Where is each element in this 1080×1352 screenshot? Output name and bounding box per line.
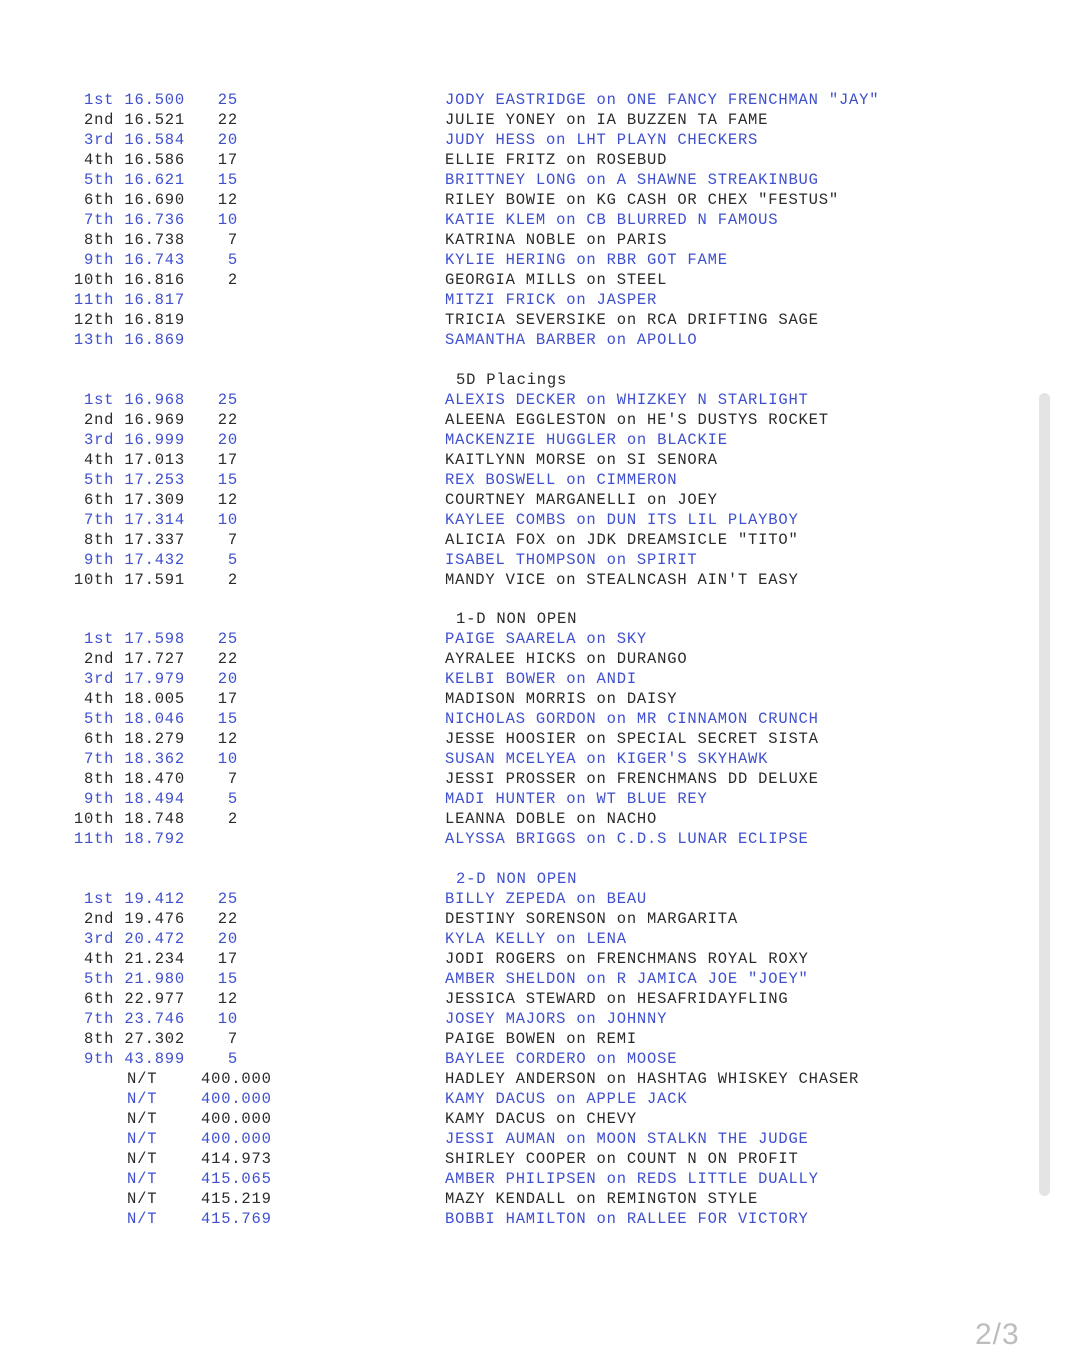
result-row xyxy=(0,1149,1000,1169)
points: 2 xyxy=(227,810,238,828)
rider-horse: BILLY ZEPEDA on BEAU xyxy=(445,890,648,908)
result-row xyxy=(0,1109,1000,1129)
rider-horse: BOBBI HAMILTON on RALLEE FOR VICTORY xyxy=(445,1210,809,1228)
rider-horse: BAYLEE CORDERO on MOOSE xyxy=(445,1050,678,1068)
place-label: 2nd 16.521 xyxy=(83,111,185,129)
result-row xyxy=(0,729,1000,749)
points: 7 xyxy=(227,531,238,549)
result-row xyxy=(0,809,1000,829)
place-label: 1st 17.598 xyxy=(83,630,185,648)
points: 22 xyxy=(217,910,238,928)
points: 2 xyxy=(227,271,238,289)
place-label: 7th 16.736 xyxy=(83,211,185,229)
result-row xyxy=(0,929,1000,949)
result-row xyxy=(0,1049,1000,1069)
place-label: 3rd 16.584 xyxy=(83,131,185,149)
rider-horse: ALYSSA BRIGGS on C.D.S LUNAR ECLIPSE xyxy=(445,830,809,848)
points: 12 xyxy=(217,990,238,1008)
rider-horse: KATRINA NOBLE on PARIS xyxy=(445,231,668,249)
place-label: 10th 17.591 xyxy=(73,571,185,589)
rider-horse: AYRALEE HICKS on DURANGO xyxy=(445,650,688,668)
place-label: 6th 16.690 xyxy=(83,191,185,209)
rider-horse: KAMY DACUS on CHEVY xyxy=(445,1110,637,1128)
result-row xyxy=(0,150,1000,170)
place-label: 9th 17.432 xyxy=(83,551,185,569)
place-label: 5th 21.980 xyxy=(83,970,185,988)
place-label: 10th 16.816 xyxy=(73,271,185,289)
place-label: 4th 18.005 xyxy=(83,690,185,708)
rider-horse: JESSI PROSSER on FRENCHMANS DD DELUXE xyxy=(445,770,819,788)
points: 10 xyxy=(217,511,238,529)
run-time: 415.065 xyxy=(201,1170,272,1188)
result-row xyxy=(0,530,1000,550)
place-label: 13th 16.869 xyxy=(73,331,185,349)
points: 15 xyxy=(217,171,238,189)
place-label: 9th 18.494 xyxy=(83,790,185,808)
points: 20 xyxy=(217,930,238,948)
result-row xyxy=(0,1089,1000,1109)
rider-horse: ALEENA EGGLESTON on HE'S DUSTYS ROCKET xyxy=(445,411,829,429)
rider-horse: KAITLYNN MORSE on SI SENORA xyxy=(445,451,718,469)
place-label: 4th 21.234 xyxy=(83,950,185,968)
place-label: 6th 17.309 xyxy=(83,491,185,509)
rider-horse: MACKENZIE HUGGLER on BLACKIE xyxy=(445,431,728,449)
place-label: N/T xyxy=(127,1190,158,1208)
place-label: N/T xyxy=(127,1070,158,1088)
result-row xyxy=(0,210,1000,230)
rider-horse: MITZI FRICK on JASPER xyxy=(445,291,658,309)
result-row xyxy=(0,629,1000,649)
rider-horse: SUSAN MCELYEA on KIGER'S SKYHAWK xyxy=(445,750,769,768)
rider-horse: TRICIA SEVERSIKE on RCA DRIFTING SAGE xyxy=(445,311,819,329)
result-row xyxy=(0,1029,1000,1049)
page-indicator: 2/3 xyxy=(975,1318,1020,1351)
rider-horse: BRITTNEY LONG on A SHAWNE STREAKINBUG xyxy=(445,171,819,189)
place-label: 1st 19.412 xyxy=(83,890,185,908)
points: 15 xyxy=(217,471,238,489)
place-label: 9th 16.743 xyxy=(83,251,185,269)
result-row xyxy=(0,190,1000,210)
result-row xyxy=(0,709,1000,729)
result-row xyxy=(0,390,1000,410)
run-time: 415.219 xyxy=(201,1190,272,1208)
place-label: N/T xyxy=(127,1210,158,1228)
rider-horse: KAMY DACUS on APPLE JACK xyxy=(445,1090,688,1108)
result-row xyxy=(0,410,1000,430)
points: 25 xyxy=(217,91,238,109)
result-row xyxy=(0,689,1000,709)
points: 20 xyxy=(217,670,238,688)
place-label: N/T xyxy=(127,1130,158,1148)
run-time: 400.000 xyxy=(201,1070,272,1088)
rider-horse: AMBER SHELDON on R JAMICA JOE "JOEY" xyxy=(445,970,809,988)
result-row xyxy=(0,290,1000,310)
section-header: 1-D NON OPEN xyxy=(456,610,578,628)
points: 5 xyxy=(227,790,238,808)
result-row xyxy=(0,889,1000,909)
result-row xyxy=(0,769,1000,789)
result-row xyxy=(0,250,1000,270)
rider-horse: SHIRLEY COOPER on COUNT N ON PROFIT xyxy=(445,1150,799,1168)
rider-horse: MANDY VICE on STEALNCASH AIN'T EASY xyxy=(445,571,799,589)
rider-horse: JOSEY MAJORS on JOHNNY xyxy=(445,1010,668,1028)
place-label: 5th 17.253 xyxy=(83,471,185,489)
place-label: 3rd 20.472 xyxy=(83,930,185,948)
vertical-scrollbar[interactable] xyxy=(1039,393,1050,1196)
points: 20 xyxy=(217,431,238,449)
points: 17 xyxy=(217,151,238,169)
rider-horse: KAYLEE COMBS on DUN ITS LIL PLAYBOY xyxy=(445,511,799,529)
rider-horse: PAIGE BOWEN on REMI xyxy=(445,1030,637,1048)
rider-horse: AMBER PHILIPSEN on REDS LITTLE DUALLY xyxy=(445,1170,819,1188)
rider-horse: SAMANTHA BARBER on APOLLO xyxy=(445,331,698,349)
rider-horse: JESSE HOOSIER on SPECIAL SECRET SISTA xyxy=(445,730,819,748)
result-row xyxy=(0,1169,1000,1189)
run-time: 400.000 xyxy=(201,1130,272,1148)
rider-horse: RILEY BOWIE on KG CASH OR CHEX "FESTUS" xyxy=(445,191,839,209)
result-row xyxy=(0,1209,1000,1229)
place-label: 11th 18.792 xyxy=(73,830,185,848)
points: 7 xyxy=(227,1030,238,1048)
result-row xyxy=(0,310,1000,330)
rider-horse: KYLA KELLY on LENA xyxy=(445,930,627,948)
points: 7 xyxy=(227,770,238,788)
result-row xyxy=(0,1009,1000,1029)
rider-horse: GEORGIA MILLS on STEEL xyxy=(445,271,668,289)
points: 25 xyxy=(217,630,238,648)
rider-horse: KATIE KLEM on CB BLURRED N FAMOUS xyxy=(445,211,779,229)
result-row xyxy=(0,1129,1000,1149)
points: 2 xyxy=(227,571,238,589)
result-row xyxy=(0,110,1000,130)
place-label: 1st 16.500 xyxy=(83,91,185,109)
place-label: 5th 18.046 xyxy=(83,710,185,728)
result-row xyxy=(0,969,1000,989)
place-label: N/T xyxy=(127,1150,158,1168)
rider-horse: REX BOSWELL on CIMMERON xyxy=(445,471,678,489)
section-header: 2-D NON OPEN xyxy=(456,870,578,888)
rider-horse: COURTNEY MARGANELLI on JOEY xyxy=(445,491,718,509)
rider-horse: DESTINY SORENSON on MARGARITA xyxy=(445,910,738,928)
place-label: N/T xyxy=(127,1170,158,1188)
points: 17 xyxy=(217,451,238,469)
result-row xyxy=(0,649,1000,669)
result-row xyxy=(0,949,1000,969)
place-label: 7th 18.362 xyxy=(83,750,185,768)
place-label: 4th 17.013 xyxy=(83,451,185,469)
place-label: N/T xyxy=(127,1110,158,1128)
points: 7 xyxy=(227,231,238,249)
place-label: 4th 16.586 xyxy=(83,151,185,169)
place-label: 10th 18.748 xyxy=(73,810,185,828)
points: 22 xyxy=(217,650,238,668)
place-label: 1st 16.968 xyxy=(83,391,185,409)
rider-horse: JUDY HESS on LHT PLAYN CHECKERS xyxy=(445,131,759,149)
result-row xyxy=(0,829,1000,849)
result-row xyxy=(0,230,1000,250)
rider-horse: ELLIE FRITZ on ROSEBUD xyxy=(445,151,668,169)
result-row xyxy=(0,510,1000,530)
place-label: 8th 27.302 xyxy=(83,1030,185,1048)
place-label: 8th 18.470 xyxy=(83,770,185,788)
result-row xyxy=(0,909,1000,929)
points: 5 xyxy=(227,1050,238,1068)
place-label: 7th 17.314 xyxy=(83,511,185,529)
run-time: 414.973 xyxy=(201,1150,272,1168)
points: 22 xyxy=(217,111,238,129)
place-label: 3rd 16.999 xyxy=(83,431,185,449)
run-time: 400.000 xyxy=(201,1110,272,1128)
result-row xyxy=(0,430,1000,450)
result-row xyxy=(0,1069,1000,1089)
rider-horse: PAIGE SAARELA on SKY xyxy=(445,630,648,648)
points: 10 xyxy=(217,1010,238,1028)
points: 5 xyxy=(227,251,238,269)
points: 12 xyxy=(217,191,238,209)
rider-horse: JESSI AUMAN on MOON STALKN THE JUDGE xyxy=(445,1130,809,1148)
result-row xyxy=(0,130,1000,150)
rider-horse: KELBI BOWER on ANDI xyxy=(445,670,637,688)
points: 12 xyxy=(217,730,238,748)
result-row xyxy=(0,330,1000,350)
place-label: 2nd 19.476 xyxy=(83,910,185,928)
result-row xyxy=(0,470,1000,490)
section-header: 5D Placings xyxy=(456,371,568,389)
rider-horse: KYLIE HERING on RBR GOT FAME xyxy=(445,251,728,269)
rider-horse: JODY EASTRIDGE on ONE FANCY FRENCHMAN "JAY" xyxy=(445,91,880,109)
result-row xyxy=(0,550,1000,570)
place-label: 6th 22.977 xyxy=(83,990,185,1008)
rider-horse: MADISON MORRIS on DAISY xyxy=(445,690,678,708)
result-row xyxy=(0,749,1000,769)
result-row xyxy=(0,570,1000,590)
run-time: 415.769 xyxy=(201,1210,272,1228)
run-time: 400.000 xyxy=(201,1090,272,1108)
result-row xyxy=(0,270,1000,290)
place-label: 6th 18.279 xyxy=(83,730,185,748)
rider-horse: NICHOLAS GORDON on MR CINNAMON CRUNCH xyxy=(445,710,819,728)
points: 12 xyxy=(217,491,238,509)
place-label: 2nd 17.727 xyxy=(83,650,185,668)
points: 10 xyxy=(217,211,238,229)
rider-horse: HADLEY ANDERSON on HASHTAG WHISKEY CHASER xyxy=(445,1070,860,1088)
result-row xyxy=(0,490,1000,510)
place-label: 11th 16.817 xyxy=(73,291,185,309)
rider-horse: JULIE YONEY on IA BUZZEN TA FAME xyxy=(445,111,769,129)
place-label: 2nd 16.969 xyxy=(83,411,185,429)
place-label: 12th 16.819 xyxy=(73,311,185,329)
points: 25 xyxy=(217,890,238,908)
points: 15 xyxy=(217,710,238,728)
points: 25 xyxy=(217,391,238,409)
points: 22 xyxy=(217,411,238,429)
points: 10 xyxy=(217,750,238,768)
place-label: 9th 43.899 xyxy=(83,1050,185,1068)
points: 20 xyxy=(217,131,238,149)
rider-horse: JODI ROGERS on FRENCHMANS ROYAL ROXY xyxy=(445,950,809,968)
points: 17 xyxy=(217,950,238,968)
place-label: 5th 16.621 xyxy=(83,171,185,189)
place-label: 8th 16.738 xyxy=(83,231,185,249)
rider-horse: LEANNA DOBLE on NACHO xyxy=(445,810,658,828)
rider-horse: ISABEL THOMPSON on SPIRIT xyxy=(445,551,698,569)
result-row xyxy=(0,989,1000,1009)
points: 17 xyxy=(217,690,238,708)
place-label: 3rd 17.979 xyxy=(83,670,185,688)
rider-horse: MAZY KENDALL on REMINGTON STYLE xyxy=(445,1190,759,1208)
result-row xyxy=(0,90,1000,110)
points: 5 xyxy=(227,551,238,569)
rider-horse: JESSICA STEWARD on HESAFRIDAYFLING xyxy=(445,990,789,1008)
place-label: 8th 17.337 xyxy=(83,531,185,549)
rider-horse: ALICIA FOX on JDK DREAMSICLE "TITO" xyxy=(445,531,799,549)
rider-horse: MADI HUNTER on WT BLUE REY xyxy=(445,790,708,808)
result-row xyxy=(0,789,1000,809)
place-label: 7th 23.746 xyxy=(83,1010,185,1028)
result-row xyxy=(0,170,1000,190)
points: 15 xyxy=(217,970,238,988)
result-row xyxy=(0,669,1000,689)
result-row xyxy=(0,450,1000,470)
result-row xyxy=(0,1189,1000,1209)
rider-horse: ALEXIS DECKER on WHIZKEY N STARLIGHT xyxy=(445,391,809,409)
place-label: N/T xyxy=(127,1090,158,1108)
